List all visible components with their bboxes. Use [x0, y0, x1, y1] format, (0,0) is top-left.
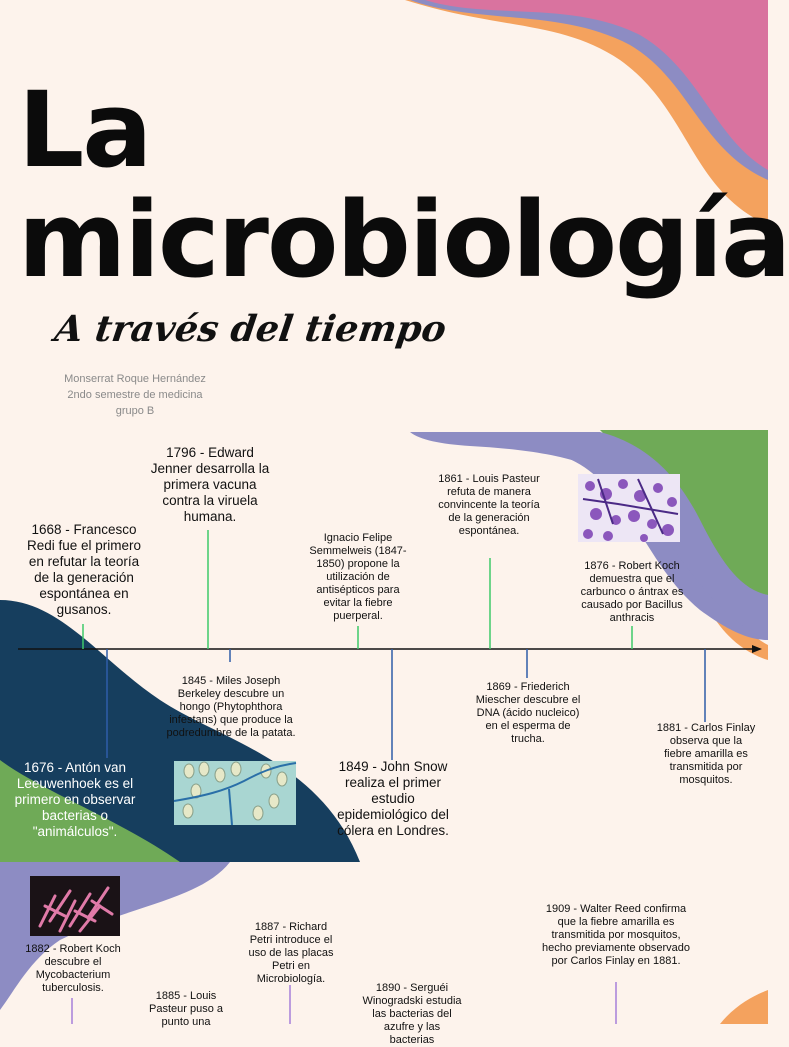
orange-blob-bottom-right [720, 990, 768, 1024]
event-1909: 1909 - Walter Reed confirma que la fiebre amarilla es transmitida por mosquitos, hecho previamente observado por Carlos Finlay en 1881. [542, 903, 690, 967]
event-1887: 1887 - Richard Petri introduce el uso de las placas Petri en Microbiología. [248, 921, 334, 985]
event-1849: 1849 - John Snow realiza el primer estudio epidemiológico del cólera en Londres. [337, 759, 449, 838]
event-1881: 1881 - Carlos Finlay observa que la fiebre amarilla es transmitida por mosquitos. [656, 722, 756, 786]
author-name: Monserrat Roque Hernández [64, 373, 206, 385]
event-1676: 1676 - Antón van Leeuwenhoek es el primero en observar bacterias o "animálculos". [14, 760, 136, 839]
event-1876: 1876 - Robert Koch demuestra que el carbunco o ántrax es causado por Bacillus anthracis [580, 560, 684, 624]
author-group: grupo B [115, 405, 155, 417]
title-line-1: La [18, 69, 151, 191]
author-semester: 2ndo semestre de medicina [67, 389, 203, 401]
subtitle: A través del tiempo [52, 308, 449, 350]
event-1861: 1861 - Louis Pasteur refuta de manera convincente la teoría de la generación espontánea. [438, 473, 540, 537]
event-1796: 1796 - Edward Jenner desarrolla la primera vacuna contra la viruela humana. [150, 445, 270, 524]
event-1869: 1869 - Friederich Miescher descubre el DNA (ácido nucleico) en el esperma de trucha. [475, 681, 581, 745]
bacillus-micrograph [578, 474, 680, 542]
mycobacterium-image [30, 876, 120, 936]
author-block [40, 371, 230, 419]
phytophthora-micrograph [174, 761, 296, 825]
event-1845: 1845 - Miles Joseph Berkeley descubre un hongo (Phytophthora infestans) que produce la podredumbre de la patata. [166, 675, 296, 739]
title-line-2: microbiología [18, 179, 789, 301]
event-1885: 1885 - Louis Pasteur puso a punto una [149, 990, 223, 1028]
mycobacterium-micrograph [30, 876, 120, 936]
event-1847: Ignacio Felipe Semmelweis (1847-1850) propone la utilización de antisépticos para evitar la fiebre puerperal. [309, 532, 407, 622]
event-1882: 1882 - Robert Koch descubre el Mycobacterium tuberculosis. [25, 943, 121, 994]
event-1668: 1668 - Francesco Redi fue el primero en refutar la teoría de la generación espontánea en gusanos. [26, 522, 142, 617]
bacillus-anthracis-image [578, 474, 680, 542]
phytophthora-image [174, 761, 296, 825]
event-1890: 1890 - Serguéi Winogradski estudia las bacterias del azufre y las bacterias [362, 982, 462, 1046]
